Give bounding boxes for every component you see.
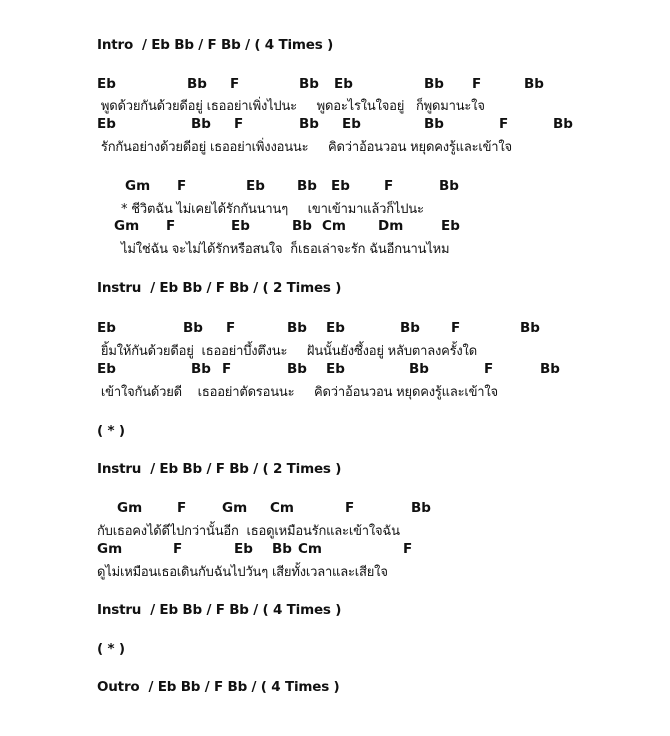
chord: Bb xyxy=(439,178,459,194)
chord: Bb xyxy=(409,361,429,377)
chord: F xyxy=(499,116,509,132)
instru-header: Instru / Eb Bb / F Bb / ( 2 Times ) xyxy=(97,280,342,296)
chord: Bb xyxy=(187,76,207,92)
chord: Bb xyxy=(183,320,203,336)
chord: Gm xyxy=(222,500,248,516)
chord: Eb xyxy=(97,76,116,92)
chord: Bb xyxy=(400,320,420,336)
outro-header: Outro / Eb Bb / F Bb / ( 4 Times ) xyxy=(97,679,340,695)
chord: Bb xyxy=(292,218,312,234)
lyric-line: ยิ้มให้กันด้วยดีอยู่ เธออย่าบึ้งตึงนะ ฝันนั้นยังซึ้งอยู่ หลับตาลงครั้งใด xyxy=(97,344,477,359)
chord: Eb xyxy=(231,218,250,234)
chord: Gm xyxy=(125,178,151,194)
chord: F xyxy=(234,116,244,132)
chord: Bb xyxy=(524,76,544,92)
chorus-repeat-marker: ( * ) xyxy=(97,641,125,657)
chord: Gm xyxy=(97,541,123,557)
chord: F xyxy=(472,76,482,92)
chord: F xyxy=(345,500,355,516)
chord: Eb xyxy=(97,320,116,336)
intro-header: Intro / Eb Bb / F Bb / ( 4 Times ) xyxy=(97,37,334,53)
instru-header: Instru / Eb Bb / F Bb / ( 4 Times ) xyxy=(97,602,342,618)
chord: Gm xyxy=(114,218,140,234)
lyric-line: ดูไม่เหมือนเธอเดินกับฉันไปวันๆ เสียทั้งเวลาและเสียใจ xyxy=(97,565,388,580)
chord: Dm xyxy=(378,218,404,234)
chord: F xyxy=(177,500,187,516)
chord: Eb xyxy=(97,361,116,377)
chord: Bb xyxy=(540,361,560,377)
lyric-line: เข้าใจกันด้วยดี เธออย่าตัดรอนนะ คิดว่าอ้อนวอน หยุดคงรู้และเข้าใจ xyxy=(97,385,498,400)
chord: Cm xyxy=(298,541,322,557)
chord: F xyxy=(451,320,461,336)
chord: Eb xyxy=(246,178,265,194)
chord: Bb xyxy=(272,541,292,557)
chord: Bb xyxy=(520,320,540,336)
chord: Bb xyxy=(411,500,431,516)
chord: Bb xyxy=(287,361,307,377)
lyric-line: รักกันอย่างด้วยดีอยู่ เธออย่าเพิ่งงอนนะ คิดว่าอ้อนวอน หยุดคงรู้และเข้าใจ xyxy=(97,140,512,155)
chord: Eb xyxy=(441,218,460,234)
chord: Eb xyxy=(234,541,253,557)
chord: F xyxy=(484,361,494,377)
chord: Eb xyxy=(334,76,353,92)
chord: Bb xyxy=(191,116,211,132)
chord: Bb xyxy=(191,361,211,377)
chord: Cm xyxy=(322,218,346,234)
chord: Bb xyxy=(299,76,319,92)
chord: Cm xyxy=(270,500,294,516)
chord: Gm xyxy=(117,500,143,516)
chord: F xyxy=(384,178,394,194)
chord: Eb xyxy=(342,116,361,132)
chord: Bb xyxy=(299,116,319,132)
chord: Bb xyxy=(424,76,444,92)
chord: Bb xyxy=(297,178,317,194)
chord: F xyxy=(177,178,187,194)
chord: F xyxy=(230,76,240,92)
lyric-line: พูดด้วยกันด้วยดีอยู่ เธออย่าเพิ่งไปนะ พูดอะไรในใจอยู่ ก็พูดมานะใจ xyxy=(97,99,485,114)
chord: F xyxy=(173,541,183,557)
lyric-line: ไม่ใช่ฉัน จะไม่ได้รักหรือสนใจ ก็เธอเล่าจะรัก ฉันอีกนานไหม xyxy=(121,242,450,257)
instru-header: Instru / Eb Bb / F Bb / ( 2 Times ) xyxy=(97,461,342,477)
chord: Eb xyxy=(326,320,345,336)
chord: F xyxy=(166,218,176,234)
chord: Bb xyxy=(553,116,573,132)
chord: Bb xyxy=(424,116,444,132)
chord: Eb xyxy=(326,361,345,377)
chorus-repeat-marker: ( * ) xyxy=(97,423,125,439)
lyric-line: * ชีวิตฉัน ไม่เคยได้รักกันนานๆ เขาเข้ามาแล้วก็ไปนะ xyxy=(121,202,424,217)
chord: Eb xyxy=(97,116,116,132)
chord: F xyxy=(222,361,232,377)
chord: Eb xyxy=(331,178,350,194)
chord: Bb xyxy=(287,320,307,336)
lyric-line: กับเธอคงได้ดีไปกว่านั้นอีก เธอดูเหมือนรักและเข้าใจฉัน xyxy=(97,524,400,539)
chord: F xyxy=(403,541,413,557)
chord: F xyxy=(226,320,236,336)
